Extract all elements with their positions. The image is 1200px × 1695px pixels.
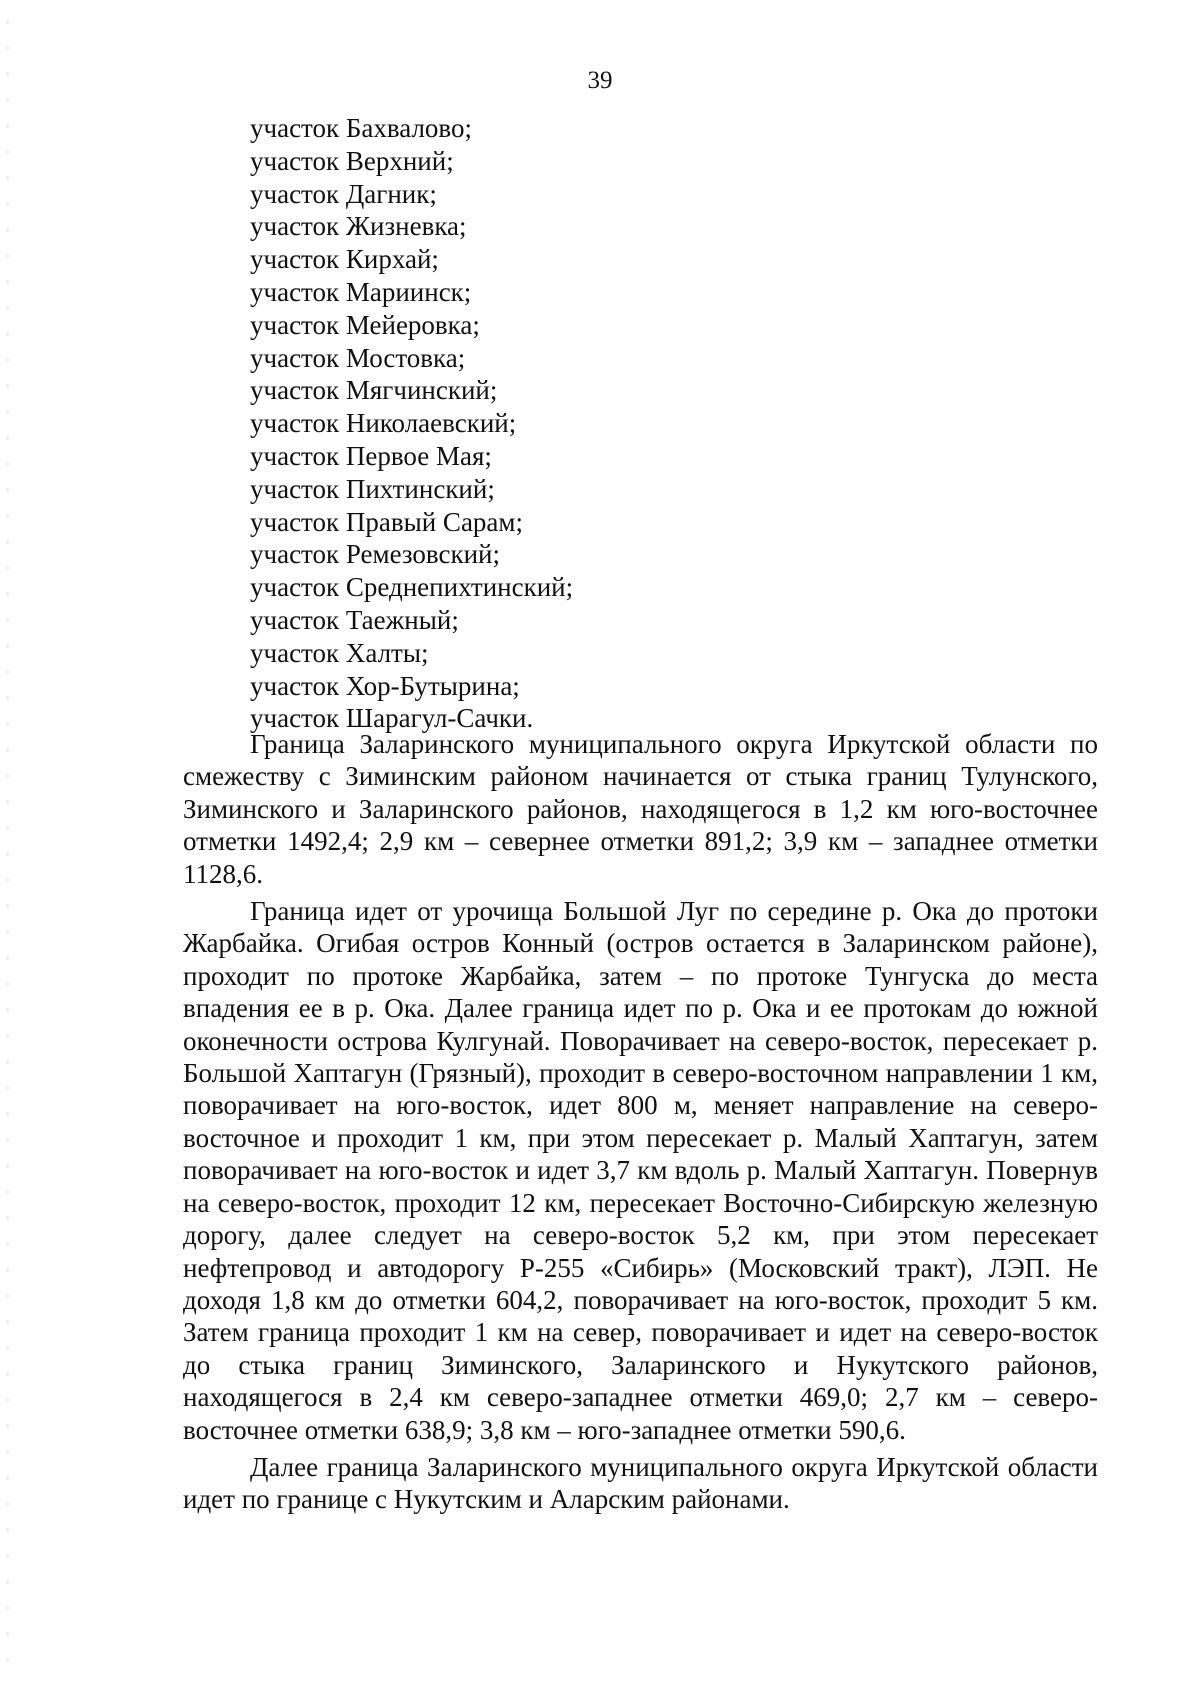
list-item: участок Жизневка; <box>250 211 467 242</box>
list-item: участок Кирхай; <box>250 244 439 275</box>
scan-edge-artifact <box>6 20 9 1670</box>
paragraph-boundary-route: Граница идет от урочища Большой Луг по середине р. Ока до протоки Жарбайка. Огибая остров Конный (остров остается в Заларинском районе), проходит по протоке Жарбайка, затем – по протоке Тунгуска до места впадения ее в р. Ока. Далее граница идет по р. Ока и ее протокам до южной оконечности острова Кулгунай. Поворачивает на северо-восток, пересекает р. Большой Хаптагун (Грязный), проходит в северо-восточном направлении 1 км, поворачивает на юго-восток, идет 800 м, меняет направление на северо-восточное и проходит 1 км, при этом пересекает р. Малый Хаптагун, затем поворачивает на юго-восток и идет 3,7 км вдоль р. Малый Хаптагун. Повернув на северо-восток, проходит 12 км, пересекает Восточно-Сибирскую железную дорогу, далее следует на северо-восток 5,2 км, при этом пересекает нефтепровод и автодорогу Р-255 «Сибирь» (Московский тракт), ЛЭП. Не доходя 1,8 км до отметки 604,2, поворачивает на юго-восток, проходит 5 км. Затем граница проходит 1 км на север, поворачивает и идет на северо-восток до стыка границ Зиминского, Заларинского и Нукутского районов, находящегося в 2,4 км северо-западнее отметки 469,0; 2,7 км – северо-восточнее отметки 638,9; 3,8 км – юго-западнее отметки 590,6. <box>183 896 1098 1445</box>
list-item: участок Мариинск; <box>250 276 472 307</box>
list-item: участок Мягчинский; <box>250 375 498 406</box>
list-item: участок Николаевский; <box>250 408 517 439</box>
paragraph-boundary-continuation: Далее граница Заларинского муниципального округа Иркутской области идет по границе с Нукутским и Аларским районами. <box>183 1451 1098 1515</box>
list-item: участок Мейеровка; <box>250 309 480 340</box>
list-item: участок Первое Мая; <box>250 440 492 471</box>
page-number: 39 <box>587 67 613 94</box>
paragraph-boundary-start: Граница Заларинского муниципального округа Иркутской области по смежеству с Зиминским районом начинается от стыка границ Тулунского, Зиминского и Заларинского районов, находящегося в 1,2 км юго-восточнее отметки 1492,4; 2,9 км – севернее отметки 891,2; 3,9 км – западнее отметки 1128,6. <box>183 729 1098 889</box>
list-item: участок Таежный; <box>250 604 459 635</box>
list-item: участок Хор-Бутырина; <box>250 670 520 701</box>
list-item: участок Верхний; <box>250 145 454 176</box>
list-item: участок Ремезовский; <box>250 539 501 570</box>
list-item: участок Правый Сарам; <box>250 506 523 537</box>
list-item: участок Халты; <box>250 637 429 668</box>
plot-list <box>250 112 573 735</box>
list-item: участок Среднепихтинский; <box>250 572 574 603</box>
list-item: участок Дагник; <box>250 178 437 209</box>
list-item: участок Бахвалово; <box>250 113 472 143</box>
list-item: участок Мостовка; <box>250 342 466 373</box>
body-text <box>183 728 1098 1521</box>
list-item: участок Шарагул-Сачки. <box>250 703 534 734</box>
list-item: участок Пихтинский; <box>250 473 495 504</box>
